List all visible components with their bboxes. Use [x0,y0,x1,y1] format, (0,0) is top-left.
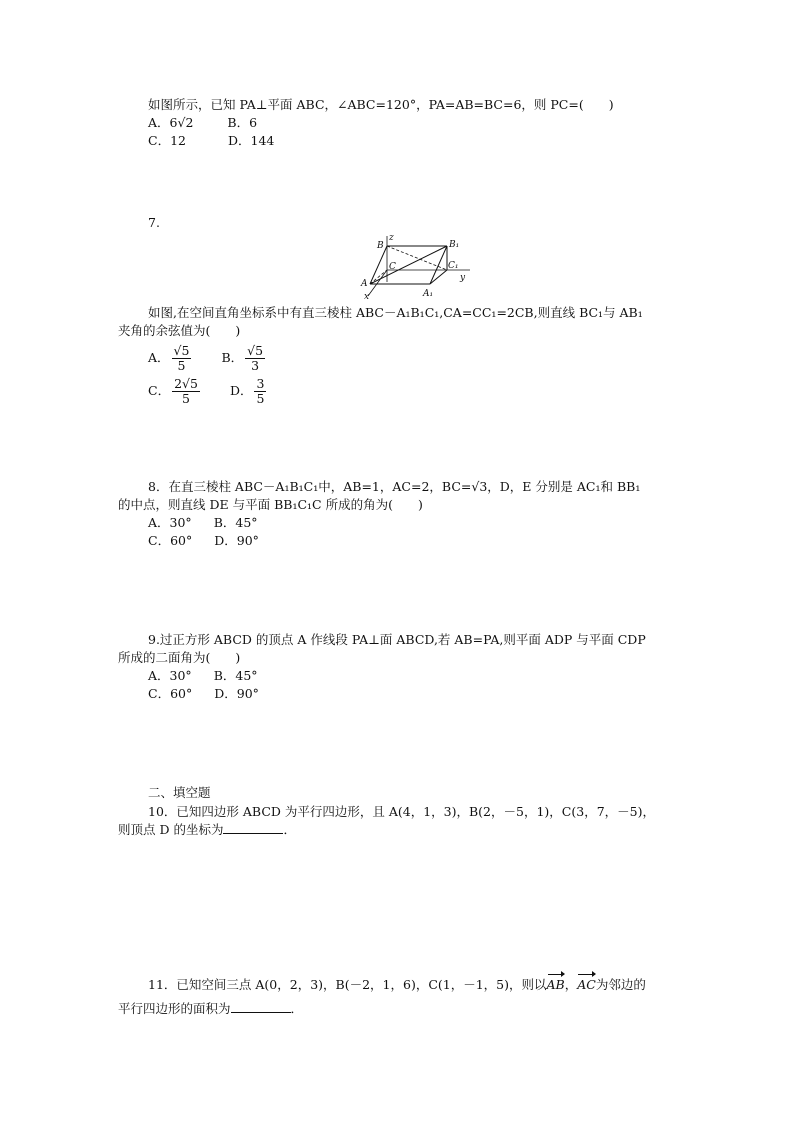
section-2-title: 二、填空题 [148,785,211,800]
question-9 [118,631,688,703]
q7-option-c-label: C． [148,383,171,398]
question-7-text [118,304,688,406]
q9-stem-line2: 所成的二面角为( ) [118,650,241,665]
q8-option-c: C．60° [148,533,193,548]
q7-option-d-label: D． [229,383,253,398]
q9-option-b: B．45° [213,668,258,683]
q10-answer-blank[interactable] [223,821,283,834]
q6-stem: 如图所示，已知 PA⊥平面 ABC，∠ABC=120°，PA=AB=BC=6，则 PC=( ) [148,97,614,112]
q7-prism-figure [356,232,476,302]
question-10 [118,803,688,839]
q6-option-c: C．12 [148,133,186,148]
q8-options-row1 [118,514,688,532]
label-x: x [364,292,370,302]
q8-stem-line1: 8．在直三棱柱 ABC－A₁B₁C₁中，AB=1，AC=2，BC=√3，D，E 分别是 AC₁和 BB₁ [148,479,641,494]
q6-options-row2 [118,132,688,150]
q9-option-a: A．30° [148,668,192,683]
q7-option-c-frac: $\frac{2√5}{5}$ [174,376,198,406]
q9-stem-line1: 9.过正方形 ABCD 的顶点 A 作线段 PA⊥面 ABCD,若 AB=PA,则平面 ADP 与平面 CDP [148,632,646,647]
q7-option-b-frac: $\frac{√5}{3}$ [247,343,264,373]
label-b1: B₁ [449,240,460,250]
label-c: C [389,262,396,272]
q7-options-row1 [118,344,688,373]
q11-stem-line1: 11．已知空间三点 A(0，2，3)，B(－2，1，6)，C(1，－1，5)，则以AB，AC为邻边的 [148,977,646,992]
q11-answer-blank[interactable] [231,1000,291,1013]
section-fill-in [118,784,688,802]
question-6 [118,96,688,150]
label-z: z [389,233,394,243]
q8-options-row2 [118,532,688,550]
q9-options-row1 [118,667,688,685]
label-a: A [361,279,368,289]
q9-options-row2 [118,685,688,703]
q6-option-b: B．6 [227,115,258,130]
q6-option-a: A．6√2 [148,115,194,130]
q7-stem-line1: 如图,在空间直角坐标系中有直三棱柱 ABC－A₁B₁C₁,CA=CC₁=2CB,则直线 BC₁与 AB₁ [148,305,643,320]
q10-stem-line1: 10．已知四边形 ABCD 为平行四边形，且 A(4，1，3)，B(2，－5，1)，C(3，7，－5)， [148,804,655,819]
q7-option-d-frac: $\frac{3}{5}$ [256,376,265,406]
q8-option-a: A．30° [148,515,192,530]
q6-options-row1 [118,114,688,132]
q10-stem-line2: 则顶点 D 的坐标为 ． [118,822,296,837]
q7-option-b-label: B． [221,350,244,365]
q11-stem-line2: 平行四边形的面积为 ． [118,1001,304,1016]
q9-option-d: D．90° [214,686,259,701]
vector-ab: AB [546,977,565,992]
q6-option-d: D．144 [227,133,275,148]
question-11 [118,976,688,1018]
label-c1: C₁ [448,261,459,271]
q7-options-row2 [118,377,688,406]
q7-option-a-frac: $\frac{√5}{5}$ [173,343,190,373]
label-y: y [460,273,466,283]
label-b: B [377,241,384,251]
q8-option-d: D．90° [214,533,259,548]
q7-number: 7. [148,215,160,230]
q7-option-a-label: A． [148,350,170,365]
question-8 [118,478,688,550]
label-a1: A₁ [423,289,434,299]
q9-option-c: C．60° [148,686,193,701]
q8-stem-line2: 的中点，则直线 DE 与平面 BB₁C₁C 所成的角为( ) [118,497,423,512]
question-7 [118,214,688,232]
vector-ac: AC [577,977,596,992]
q7-stem-line2: 夹角的余弦值为( ) [118,323,241,338]
q8-option-b: B．45° [213,515,258,530]
